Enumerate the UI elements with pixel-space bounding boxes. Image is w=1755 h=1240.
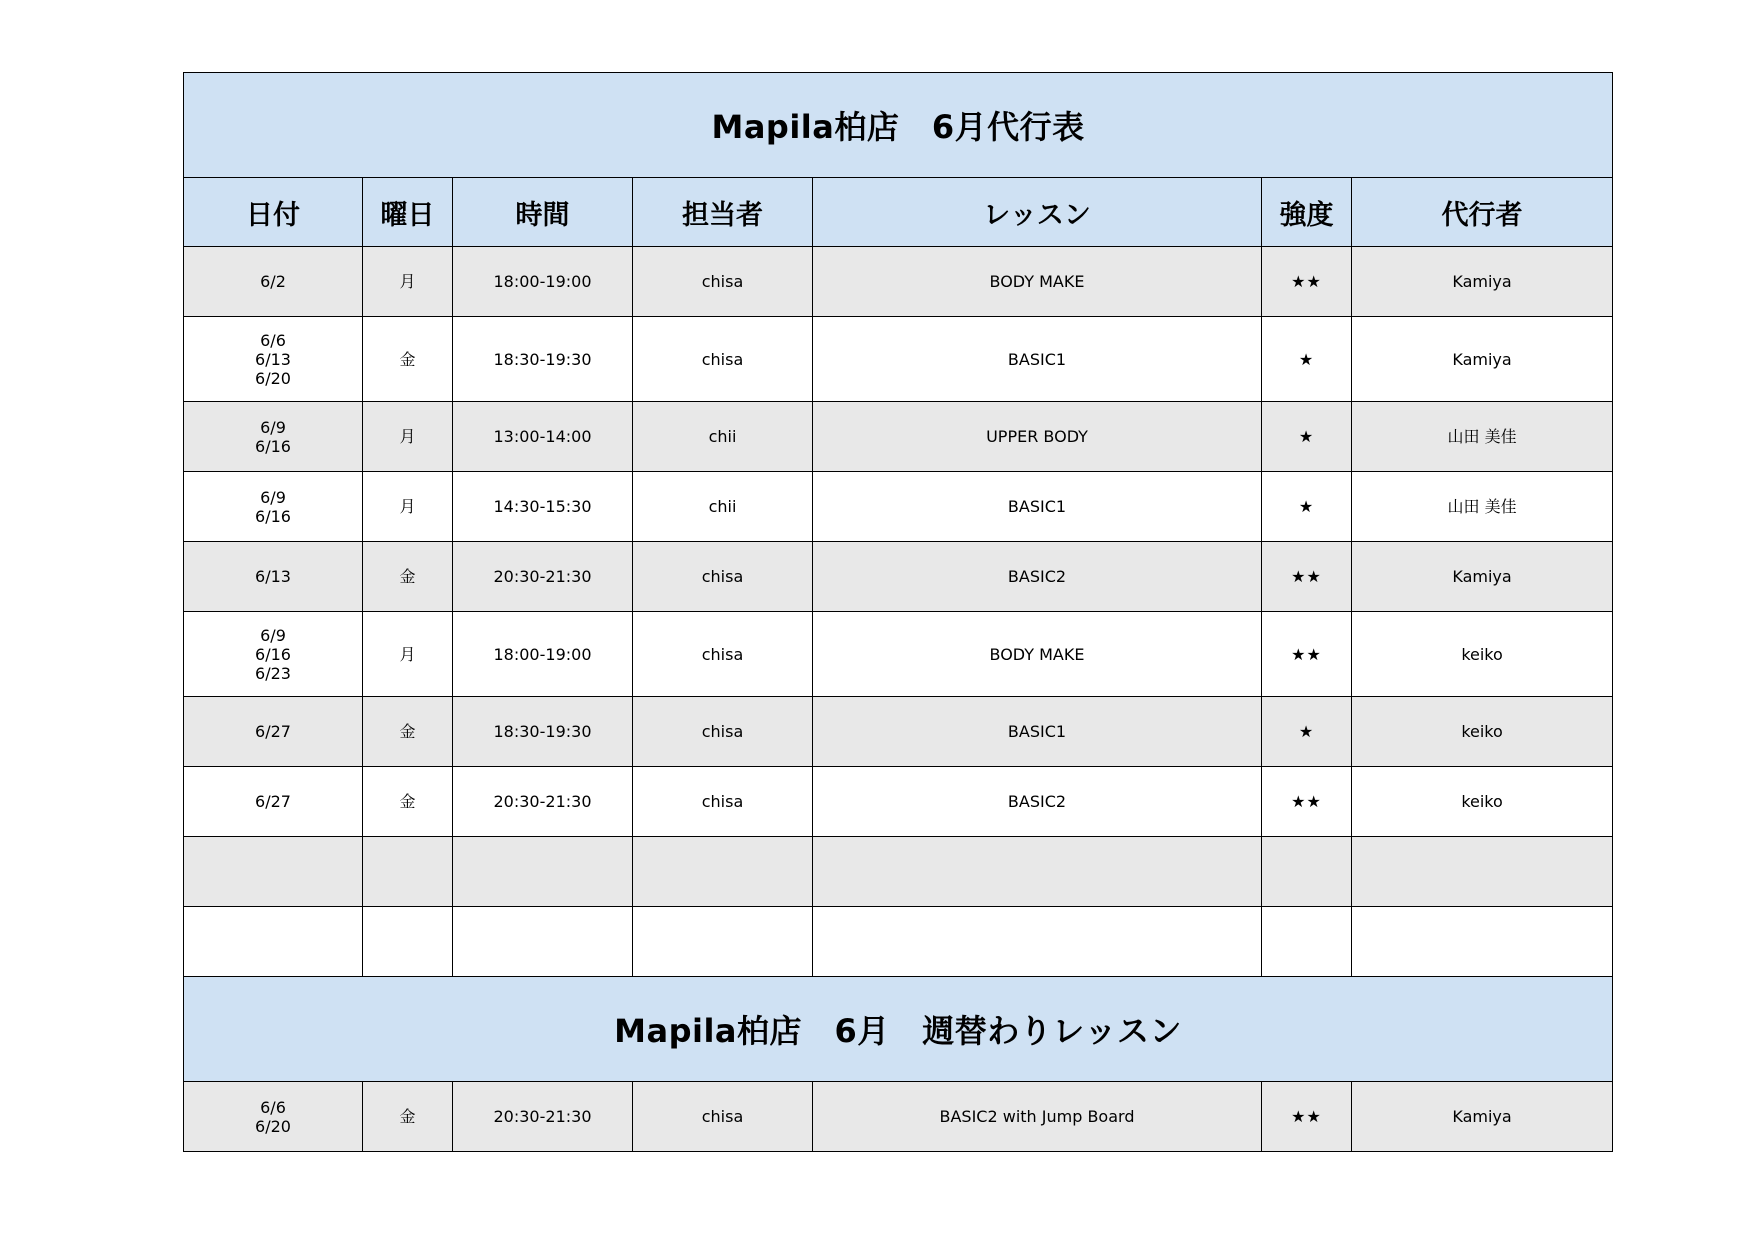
lesson-cell: BASIC1 bbox=[813, 697, 1262, 767]
date-cell bbox=[184, 247, 363, 317]
substitute-cell: Kamiya bbox=[1352, 317, 1613, 402]
intensity-cell: ★ bbox=[1262, 472, 1352, 542]
weekday-cell: 月 bbox=[363, 472, 453, 542]
weekday-cell: 金 bbox=[363, 542, 453, 612]
date-value: 6/20 bbox=[255, 1116, 291, 1136]
weekday-cell bbox=[363, 907, 453, 977]
date-value: 6/23 bbox=[255, 663, 291, 683]
time-cell: 18:00-19:00 bbox=[453, 612, 633, 697]
title-row bbox=[184, 73, 1613, 178]
date-cell bbox=[184, 317, 363, 402]
substitute-cell: 山田 美佳 bbox=[1352, 402, 1613, 472]
instructor-cell: chii bbox=[633, 402, 813, 472]
substitute-cell: Kamiya bbox=[1352, 247, 1613, 317]
substitute-cell bbox=[1352, 907, 1613, 977]
header-time: 時間 bbox=[453, 178, 633, 247]
instructor-cell: chisa bbox=[633, 767, 813, 837]
date-value: 6/16 bbox=[255, 506, 291, 526]
time-cell: 20:30-21:30 bbox=[453, 1082, 633, 1152]
header-weekday: 曜日 bbox=[363, 178, 453, 247]
substitute-cell bbox=[1352, 837, 1613, 907]
table-row bbox=[184, 1082, 1613, 1152]
time-cell bbox=[453, 907, 633, 977]
date-value: 6/20 bbox=[255, 368, 291, 388]
lesson-cell: UPPER BODY bbox=[813, 402, 1262, 472]
weekday-cell: 金 bbox=[363, 317, 453, 402]
table-row bbox=[184, 317, 1613, 402]
weekday-cell: 金 bbox=[363, 1082, 453, 1152]
substitute-cell: 山田 美佳 bbox=[1352, 472, 1613, 542]
lesson-cell: BASIC2 bbox=[813, 767, 1262, 837]
time-cell: 20:30-21:30 bbox=[453, 542, 633, 612]
instructor-cell: chii bbox=[633, 472, 813, 542]
instructor-cell bbox=[633, 907, 813, 977]
date-cell bbox=[184, 542, 363, 612]
weekly-title-row bbox=[184, 977, 1613, 1082]
intensity-cell bbox=[1262, 837, 1352, 907]
substitute-schedule-table bbox=[183, 72, 1613, 1152]
date-cell bbox=[184, 907, 363, 977]
weekday-cell: 金 bbox=[363, 767, 453, 837]
time-cell: 13:00-14:00 bbox=[453, 402, 633, 472]
lesson-cell: BASIC2 bbox=[813, 542, 1262, 612]
time-cell: 14:30-15:30 bbox=[453, 472, 633, 542]
date-cell bbox=[184, 612, 363, 697]
intensity-cell: ★ bbox=[1262, 402, 1352, 472]
table-row bbox=[184, 907, 1613, 977]
lesson-cell: BODY MAKE bbox=[813, 612, 1262, 697]
table-row bbox=[184, 472, 1613, 542]
date-cell bbox=[184, 837, 363, 907]
substitute-cell: keiko bbox=[1352, 697, 1613, 767]
weekday-cell bbox=[363, 837, 453, 907]
header-lesson: レッスン bbox=[813, 178, 1262, 247]
time-cell: 18:30-19:30 bbox=[453, 317, 633, 402]
table-row bbox=[184, 767, 1613, 837]
intensity-cell: ★ bbox=[1262, 317, 1352, 402]
lesson-cell: BASIC1 bbox=[813, 472, 1262, 542]
instructor-cell: chisa bbox=[633, 247, 813, 317]
weekly-lessons-title: Mapila柏店 6月 週替わりレッスン bbox=[184, 977, 1613, 1082]
date-value: 6/27 bbox=[255, 792, 291, 811]
date-value: 6/13 bbox=[255, 567, 291, 586]
lesson-cell: BASIC1 bbox=[813, 317, 1262, 402]
table-row bbox=[184, 697, 1613, 767]
table-row bbox=[184, 402, 1613, 472]
table-row bbox=[184, 542, 1613, 612]
date-value: 6/2 bbox=[260, 272, 286, 291]
substitute-cell: keiko bbox=[1352, 612, 1613, 697]
weekday-cell: 月 bbox=[363, 402, 453, 472]
table-row bbox=[184, 247, 1613, 317]
date-value: 6/6 bbox=[260, 330, 286, 350]
weekday-cell: 金 bbox=[363, 697, 453, 767]
date-value: 6/13 bbox=[255, 349, 291, 369]
date-value: 6/27 bbox=[255, 722, 291, 741]
date-value: 6/9 bbox=[260, 487, 286, 507]
intensity-cell: ★★ bbox=[1262, 612, 1352, 697]
intensity-cell: ★★ bbox=[1262, 542, 1352, 612]
date-value: 6/9 bbox=[260, 625, 286, 645]
instructor-cell bbox=[633, 837, 813, 907]
intensity-cell: ★★ bbox=[1262, 247, 1352, 317]
lesson-cell bbox=[813, 837, 1262, 907]
header-instructor: 担当者 bbox=[633, 178, 813, 247]
time-cell: 18:30-19:30 bbox=[453, 697, 633, 767]
header-substitute: 代行者 bbox=[1352, 178, 1613, 247]
header-intensity: 強度 bbox=[1262, 178, 1352, 247]
instructor-cell: chisa bbox=[633, 612, 813, 697]
intensity-cell: ★★ bbox=[1262, 767, 1352, 837]
substitute-cell: Kamiya bbox=[1352, 1082, 1613, 1152]
weekday-cell: 月 bbox=[363, 612, 453, 697]
date-cell bbox=[184, 767, 363, 837]
date-cell bbox=[184, 402, 363, 472]
intensity-cell bbox=[1262, 907, 1352, 977]
instructor-cell: chisa bbox=[633, 542, 813, 612]
lesson-cell: BASIC2 with Jump Board bbox=[813, 1082, 1262, 1152]
page-title: Mapila柏店 6月代行表 bbox=[184, 73, 1613, 178]
instructor-cell: chisa bbox=[633, 317, 813, 402]
time-cell: 18:00-19:00 bbox=[453, 247, 633, 317]
instructor-cell: chisa bbox=[633, 697, 813, 767]
instructor-cell: chisa bbox=[633, 1082, 813, 1152]
date-cell bbox=[184, 472, 363, 542]
intensity-cell: ★★ bbox=[1262, 1082, 1352, 1152]
date-cell bbox=[184, 1082, 363, 1152]
date-value: 6/16 bbox=[255, 644, 291, 664]
header-date: 日付 bbox=[184, 178, 363, 247]
lesson-cell bbox=[813, 907, 1262, 977]
date-value: 6/9 bbox=[260, 417, 286, 437]
weekday-cell: 月 bbox=[363, 247, 453, 317]
table-row bbox=[184, 837, 1613, 907]
time-cell bbox=[453, 837, 633, 907]
time-cell: 20:30-21:30 bbox=[453, 767, 633, 837]
intensity-cell: ★ bbox=[1262, 697, 1352, 767]
table-row bbox=[184, 612, 1613, 697]
date-value: 6/16 bbox=[255, 436, 291, 456]
lesson-cell: BODY MAKE bbox=[813, 247, 1262, 317]
substitute-cell: keiko bbox=[1352, 767, 1613, 837]
substitute-cell: Kamiya bbox=[1352, 542, 1613, 612]
date-value: 6/6 bbox=[260, 1097, 286, 1117]
date-cell bbox=[184, 697, 363, 767]
header-row bbox=[184, 178, 1613, 247]
